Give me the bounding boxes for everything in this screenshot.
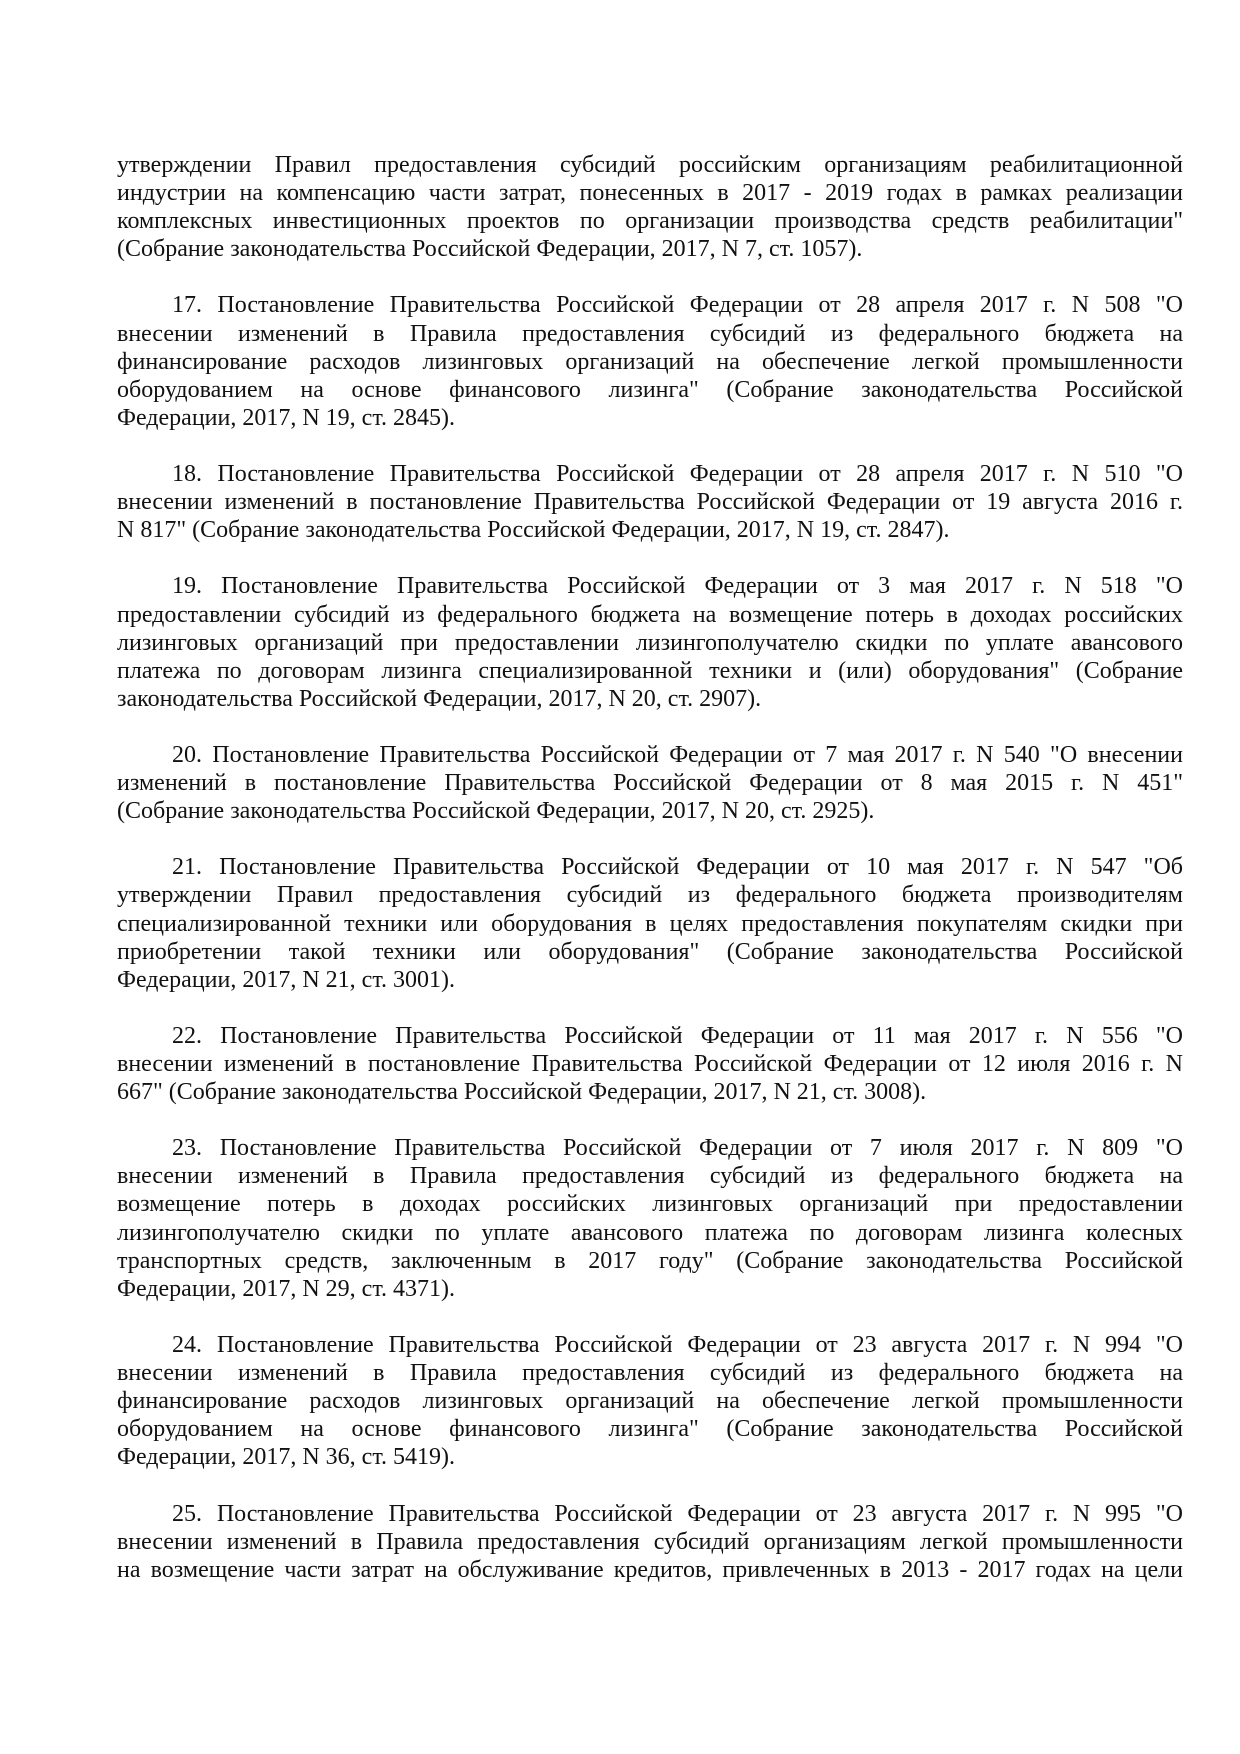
list-item-18 xyxy=(117,460,1183,544)
text-line: (Собрание законодательства Российской Федерации, 2017, N 20, ст. 2925). xyxy=(117,798,875,825)
text-line: лизинговых организаций при предоставлении лизингополучателю скидки по уплате авансового xyxy=(117,629,1183,656)
text-line: внесении изменений в Правила предоставления субсидий организациям легкой промышленности xyxy=(117,1528,1183,1555)
text-line: 19. Постановление Правительства Российской Федерации от 3 мая 2017 г. N 518 "О xyxy=(172,573,1183,600)
text-line: специализированной техники или оборудования в целях предоставления покупателям скидки при xyxy=(117,910,1183,937)
text-line: внесении изменений в Правила предоставления субсидий из федерального бюджета на xyxy=(117,320,1183,347)
text-line: приобретении такой техники или оборудования" (Собрание законодательства Российской xyxy=(117,938,1183,965)
text-line: финансирование расходов лизинговых организаций на обеспечение легкой промышленности xyxy=(117,1388,1183,1415)
text-line: предоставлении субсидий из федерального бюджета на возмещение потерь в доходах российских xyxy=(117,601,1183,628)
list-item-23 xyxy=(117,1134,1183,1303)
text-line: оборудованием на основе финансового лизинга" (Собрание законодательства Российской xyxy=(117,1416,1183,1443)
text-line: на возмещение части затрат на обслуживание кредитов, привлеченных в 2013 - 2017 годах на цели xyxy=(117,1556,1183,1583)
text-line: (Собрание законодательства Российской Федерации, 2017, N 7, ст. 1057). xyxy=(117,236,863,263)
text-line: Федерации, 2017, N 21, ст. 3001). xyxy=(117,966,456,993)
text-line: комплексных инвестиционных проектов по организации производства средств реабилитации" xyxy=(117,208,1183,235)
text-line: утверждении Правил предоставления субсидий из федерального бюджета производителям xyxy=(117,882,1183,909)
list-item-24 xyxy=(117,1331,1183,1471)
text-line: оборудованием на основе финансового лизинга" (Собрание законодательства Российской xyxy=(117,376,1183,403)
text-line: финансирование расходов лизинговых организаций на обеспечение легкой промышленности xyxy=(117,348,1183,375)
text-line: 17. Постановление Правительства Российской Федерации от 28 апреля 2017 г. N 508 "О xyxy=(172,292,1183,319)
document-page xyxy=(117,151,1183,1612)
text-line: законодательства Российской Федерации, 2017, N 20, ст. 2907). xyxy=(117,685,762,712)
list-item-25 xyxy=(117,1500,1183,1584)
list-item-22 xyxy=(117,1022,1183,1106)
text-line: внесении изменений в Правила предоставления субсидий из федерального бюджета на xyxy=(117,1163,1183,1190)
continued-paragraph xyxy=(117,151,1183,263)
text-line: Федерации, 2017, N 36, ст. 5419). xyxy=(117,1444,456,1471)
text-line: 667" (Собрание законодательства Российской Федерации, 2017, N 21, ст. 3008). xyxy=(117,1079,927,1106)
text-line: 18. Постановление Правительства Российской Федерации от 28 апреля 2017 г. N 510 "О xyxy=(172,461,1183,488)
text-line: внесении изменений в постановление Правительства Российской Федерации от 19 августа 2016 г. xyxy=(117,489,1183,516)
list-item-19 xyxy=(117,572,1183,712)
text-line: 20. Постановление Правительства Российской Федерации от 7 мая 2017 г. N 540 "О внесении xyxy=(172,741,1183,768)
text-line: 21. Постановление Правительства Российской Федерации от 10 мая 2017 г. N 547 "Об xyxy=(172,854,1183,881)
text-line: индустрии на компенсацию части затрат, понесенных в 2017 - 2019 годах в рамках реализации xyxy=(117,180,1183,207)
text-line: Федерации, 2017, N 29, ст. 4371). xyxy=(117,1275,456,1302)
text-line: 25. Постановление Правительства Российской Федерации от 23 августа 2017 г. N 995 "О xyxy=(172,1500,1183,1527)
text-line: 22. Постановление Правительства Российской Федерации от 11 мая 2017 г. N 556 "О xyxy=(172,1022,1183,1049)
text-line: изменений в постановление Правительства Российской Федерации от 8 мая 2015 г. N 451" xyxy=(117,770,1183,797)
text-line: платежа по договорам лизинга специализированной техники и (или) оборудования" (Собрание xyxy=(117,657,1183,684)
text-line: 24. Постановление Правительства Российской Федерации от 23 августа 2017 г. N 994 "О xyxy=(172,1331,1183,1358)
list-item-21 xyxy=(117,853,1183,993)
text-line: транспортных средств, заключенным в 2017 году" (Собрание законодательства Российской xyxy=(117,1247,1183,1274)
text-line: внесении изменений в Правила предоставления субсидий из федерального бюджета на xyxy=(117,1360,1183,1387)
text-line: 23. Постановление Правительства Российской Федерации от 7 июля 2017 г. N 809 "О xyxy=(172,1135,1183,1162)
text-line: внесении изменений в постановление Правительства Российской Федерации от 12 июля 2016 г. N xyxy=(117,1051,1183,1077)
text-line: N 817" (Собрание законодательства Российской Федерации, 2017, N 19, ст. 2847). xyxy=(117,517,950,544)
text-line: лизингополучателю скидки по уплате авансового платежа по договорам лизинга колесных xyxy=(117,1219,1183,1246)
text-line: утверждении Правил предоставления субсидий российским организациям реабилитационной xyxy=(117,152,1183,178)
text-line: возмещение потерь в доходах российских лизинговых организаций при предоставлении xyxy=(117,1191,1183,1218)
text-line: Федерации, 2017, N 19, ст. 2845). xyxy=(117,404,456,431)
list-item-20 xyxy=(117,741,1183,825)
list-item-17 xyxy=(117,291,1183,431)
